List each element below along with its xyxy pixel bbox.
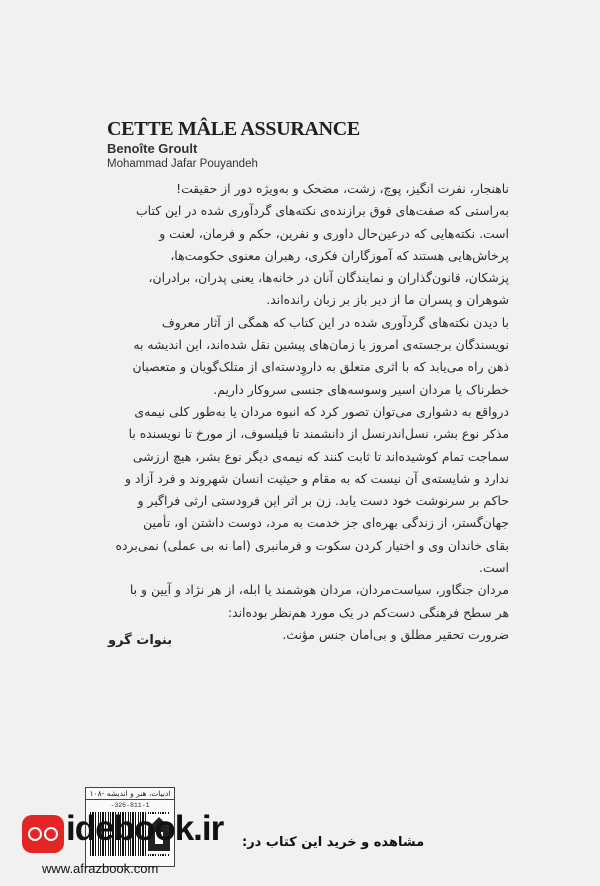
watermark-website[interactable]: www.afrazbook.com — [42, 861, 159, 876]
text-line: جهان‌گستر، از زندگی بهره‌ای جز خدمت به مرد، دوست داشتن او، تأمین — [143, 515, 509, 531]
text-line: مردان جنگاور، سیاست‌مردان، مردان هوشمند یا ابله، از هر نژاد و آیین و با — [129, 582, 509, 598]
text-line: است. — [479, 560, 509, 576]
text-line: ضرورت تحقیر مطلق و بی‌امان جنس مؤنث. — [282, 626, 509, 642]
idebook-logo-icon — [22, 815, 64, 853]
text-line: سماجت تمام کوشیده‌اند تا ثابت کنند که نیمه‌ی دیگر نوع بشر، هیچ ارزشی — [132, 448, 509, 464]
text-line: پزشکان، قانون‌گذاران و نمایندگان آنان در خانه‌ها، یعنی پدران، برادران، — [148, 270, 509, 286]
text-line: ناهنجار، نفرت انگیز، پوچ، زشت، مضحک و به‌ویژه دور از حقیقت! — [176, 181, 509, 196]
text-line: ذهن راه می‌یابد که با اثری متعلق به داروِدسته‌ای از متلک‌گویان و متعصبان — [132, 359, 509, 375]
author-signature: بنوات گرو — [108, 633, 173, 648]
watermark-promo: مشاهده و خرید این کتاب در: — [242, 835, 425, 850]
series-label: ادبیات، هنر و اندیشه -۱۰۸ — [86, 789, 174, 800]
isbn-number: -326-811-1 — [110, 802, 150, 809]
text-line: هر سطح فرهنگی دست‌کم در یک مورد هم‌نظر بوده‌اند: — [227, 604, 509, 620]
watermark-brand[interactable]: idebook.ir — [66, 809, 224, 848]
text-line: با دیدن نکته‌های گردآوری شده در این کتاب که همگی از آثار معروف — [161, 314, 509, 330]
text-line: شوهران و پسران ما از دیر باز بر زبان رانده‌اند. — [266, 292, 509, 308]
back-cover-text — [104, 178, 509, 646]
text-line: حاکم بر سرنوشت خود دست یابد. زن بر اثر این فرودستی ارثی فراگیر و — [137, 493, 509, 509]
author-name: Benoîte Groult — [107, 141, 198, 156]
text-line: بقای خاندان وی و اختیار کردن سکوت و فرمانبری (اما نه بی عملی) نمی‌برده — [115, 537, 509, 553]
text-line: ندارد و شایسته‌ی آن نیست که به مقام و حیثیت انسان شهروند و فرد آزاد و — [125, 470, 509, 486]
text-line: مذکر نوع بشر، نسل‌اندرنسل از دانشمند تا فیلسوف، از مورخ تا نویسنده با — [128, 426, 509, 442]
text-line: پرخاش‌هایی هستند که آموزگاران فکری، رهبران معنوی حکومت‌ها، — [170, 247, 509, 263]
translator-name: Mohammad Jafar Pouyandeh — [107, 158, 258, 170]
text-line: است. نکته‌هایی که درعین‌حال داوری و نفرین، حکم و فرمان، لعنت و — [159, 225, 509, 241]
text-line: خطرناک یا مردان اسیر وسوسه‌های جنسی سروکار داریم. — [213, 381, 509, 397]
page-title: CETTE MÂLE ASSURANCE — [107, 118, 360, 140]
text-line: به‌راستی که صفت‌های فوق برازنده‌ی نکته‌های گردآوری شده در این کتاب — [136, 203, 509, 219]
text-line: درواقع به دشواری می‌توان تصور کرد که انبوه مردان یا به‌طور کلی نیمه‌ی — [134, 403, 509, 419]
text-line: نویسندگان برجسته‌ی امروز یا زمان‌های پیشین نقل شده‌اند، این اندیشه به — [133, 337, 509, 353]
